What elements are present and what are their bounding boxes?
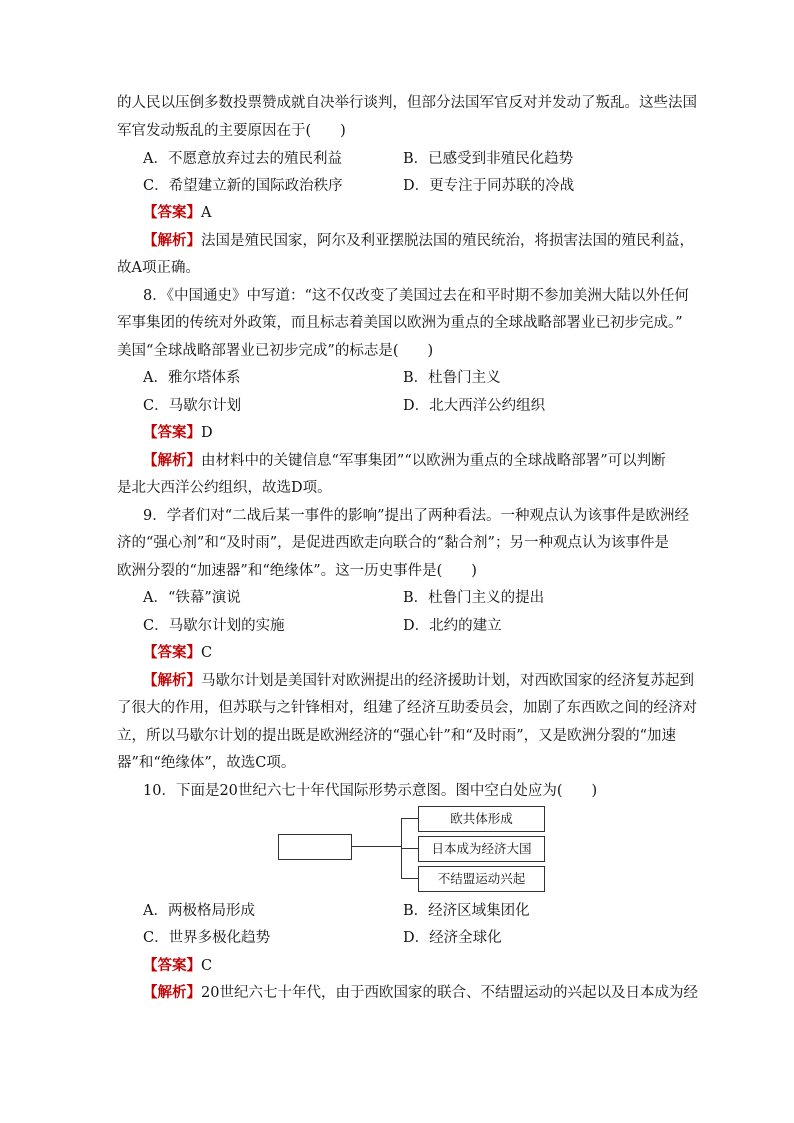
- q9-answer-value: C: [201, 645, 213, 661]
- q10-option-d: D．经济全球化: [403, 930, 502, 946]
- q8-option-a: A．雅尔塔体系: [143, 370, 241, 386]
- q9-stem-line2: 济的“强心剂”和“及时雨”，是促进西欧走向联合的“黏合剂”；另一种观点认为该事件是: [117, 535, 669, 551]
- diagram-box-1: 欧共体形成: [418, 806, 545, 832]
- q9-option-c: C．马歇尔计划的实施: [143, 618, 285, 634]
- q7-answer-tag: 【答案】: [143, 204, 201, 221]
- q7-analysis-tag: 【解析】: [143, 232, 201, 249]
- q10-option-b: B．经济区域集团化: [403, 903, 530, 919]
- q9-stem-line3: 欧洲分裂的“加速器”和“绝缘体”。这一历史事件是( ): [117, 563, 477, 579]
- q7-option-c: C．希望建立新的国际政治秩序: [143, 178, 343, 194]
- q7-answer: [143, 203, 211, 223]
- q7-analysis-text: 法国是殖民国家，阿尔及利亚摆脱法国的殖民统治，将损害法国的殖民利益，: [201, 233, 694, 249]
- diagram-connector-top: [401, 818, 418, 819]
- q9-analysis-line3: 立，所以马歇尔计划的提出既是欧洲经济的“强心针”和“及时雨”，又是欧洲分裂的“加速: [117, 728, 677, 744]
- q7-option-d: D．更专注于同苏联的冷战: [403, 178, 575, 194]
- q8-option-b: B．杜鲁门主义: [403, 370, 501, 386]
- q9-answer: [143, 643, 212, 663]
- q8-stem-line2: 军事集团的传统对外政策，而且标志着美国以欧洲为重点的全球战略部署业已初步完成。”: [117, 315, 683, 331]
- q9-option-d: D．北约的建立: [403, 618, 502, 634]
- q7-analysis-line1: [143, 231, 694, 251]
- q9-analysis-tag: 【解析】: [143, 672, 201, 689]
- diagram-connector-main: [351, 846, 401, 847]
- q10-answer-tag: 【答案】: [143, 957, 201, 974]
- diagram-connector-middle: [401, 848, 418, 849]
- q10-stem-line1: 10．下面是20世纪六七十年代国际形势示意图。图中空白处应为( ): [143, 783, 598, 799]
- q8-answer-tag: 【答案】: [143, 424, 201, 441]
- q7-stem-line2: 军官发动叛乱的主要原因在于( ): [117, 123, 346, 139]
- q10-analysis-line1: [143, 983, 698, 1003]
- q7-analysis-line2: 故A项正确。: [117, 260, 200, 276]
- q9-option-b: B．杜鲁门主义的提出: [403, 590, 545, 606]
- q10-option-c: C．世界多极化趋势: [143, 930, 271, 946]
- q10-analysis-tag: 【解析】: [143, 984, 201, 1001]
- q8-analysis-tag: 【解析】: [143, 452, 201, 469]
- q9-analysis-line2: 了很大的作用，但苏联与之针锋相对，组建了经济互助委员会，加剧了东西欧之间的经济对: [117, 700, 697, 716]
- q9-stem-line1: 9．学者们对“二战后某一事件的影响”提出了两种看法。一种观点认为该事件是欧洲经: [143, 508, 690, 524]
- q8-answer: [143, 423, 213, 443]
- diagram-connector-bottom: [401, 878, 418, 879]
- diagram-blank-box: [278, 834, 352, 860]
- diagram-box-2: 日本成为经济大国: [418, 836, 545, 862]
- q10-analysis-text: 20世纪六七十年代，由于西欧国家的联合、不结盟运动的兴起以及日本成为经: [201, 985, 698, 1001]
- q8-stem-line1: 8．《中国通史》中写道：“这不仅改变了美国过去在和平时期不参加美洲大陆以外任何: [143, 288, 689, 304]
- q8-analysis-line1: [143, 451, 666, 471]
- q9-option-a: A．“铁幕”演说: [143, 590, 241, 606]
- q10-answer-value: C: [201, 958, 213, 974]
- q10-option-a: A．两极格局形成: [143, 903, 255, 919]
- q7-option-b: B．已感受到非殖民化趋势: [403, 151, 574, 167]
- q9-answer-tag: 【答案】: [143, 644, 201, 661]
- q7-stem-line1: 的人民以压倒多数投票赞成就自决举行谈判，但部分法国军官反对并发动了叛乱。这些法国: [117, 95, 697, 111]
- q8-option-d: D．北大西洋公约组织: [403, 398, 546, 414]
- q8-analysis-line2: 是北大西洋公约组织，故选D项。: [117, 480, 332, 496]
- q9-analysis-line1: [143, 671, 694, 691]
- q8-stem-line3: 美国“全球战略部署业已初步完成”的标志是( ): [117, 343, 434, 359]
- q9-analysis-text: 马歇尔计划是美国针对欧洲提出的经济援助计划，对西欧国家的经济复苏起到: [201, 673, 694, 689]
- q9-analysis-line4: 器”和“绝缘体”，故选C项。: [117, 755, 296, 771]
- q7-answer-value: A: [201, 205, 212, 221]
- q8-option-c: C．马歇尔计划: [143, 398, 242, 414]
- q8-answer-value: D: [201, 425, 213, 441]
- q7-option-a: A．不愿意放弃过去的殖民利益: [143, 151, 342, 167]
- diagram-box-3: 不结盟运动兴起: [418, 866, 545, 892]
- q10-answer: [143, 956, 212, 976]
- q8-analysis-text: 由材料中的关键信息“军事集团”“以欧洲为重点的全球战略部署”可以判断: [201, 453, 666, 469]
